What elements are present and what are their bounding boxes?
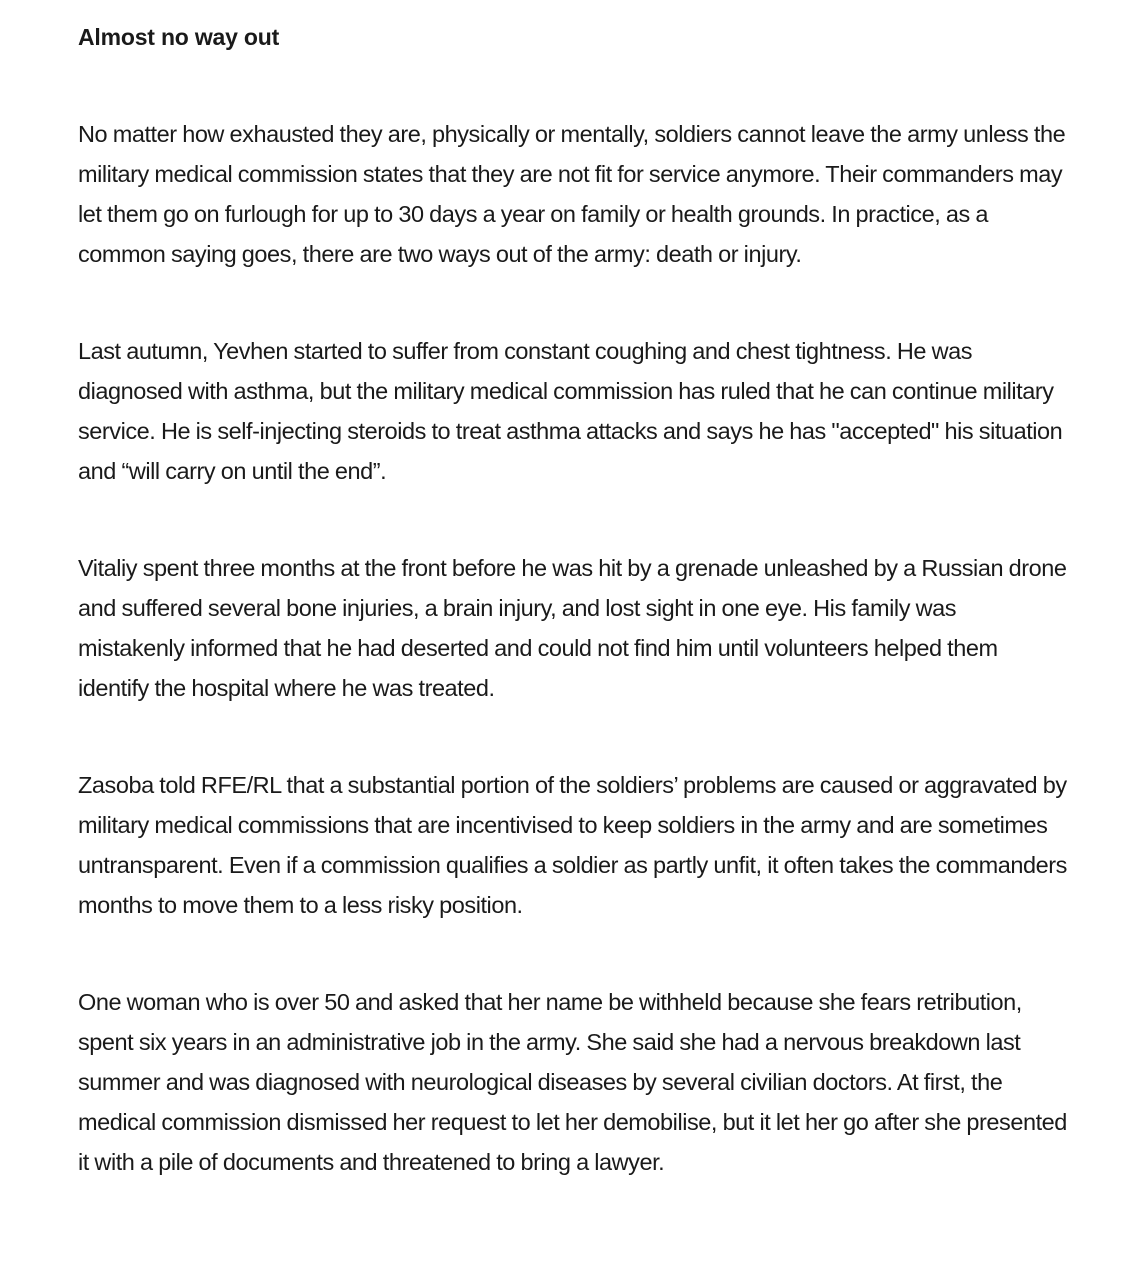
paragraph-zasoba: Zasoba told RFE/RL that a substantial portion of the soldiers’ problems are caused or aggravated by military medical commissions that are incentivised to keep soldiers in the army and are sometimes untransparent. Even if a commission qualifies a soldier as partly unfit, it often takes the commanders months to move them to a less risky position. xyxy=(78,772,1067,918)
paragraph-ways-out: No matter how exhausted they are, physically or mentally, soldiers cannot leave the army unless the military medical commission states that they are not fit for service anymore. Their commanders may let them go on furlough for up to 30 days a year on family or health grounds. In practice, as a common saying goes, there are two ways out of the army: death or injury. xyxy=(78,121,1066,267)
section-heading: Almost no way out xyxy=(78,24,280,50)
paragraph-yevhen: Last autumn, Yevhen started to suffer from constant coughing and chest tightness. He was diagnosed with asthma, but the military medical commission has ruled that he can continue military service. He is self-injecting steroids to treat asthma attacks and says he has "accepted" his situation and “will carry on until the end”. xyxy=(78,338,1063,484)
paragraph-woman: One woman who is over 50 and asked that her name be withheld because she fears retribution, spent six years in an administrative job in the army. She said she had a nervous breakdown last summer and was diagnosed with neurological diseases by several civilian doctors. At first, the medical commission dismissed her request to let her demobilise, but it let her go after she presented it with a pile of documents and threatened to bring a lawyer. xyxy=(78,989,1067,1175)
paragraph-vitaliy: Vitaliy spent three months at the front before he was hit by a grenade unleashed by a Russian drone and suffered several bone injuries, a brain injury, and lost sight in one eye. His family was mistakenly informed that he had deserted and could not find him until volunteers helped them identify the hospital where he was treated. xyxy=(78,555,1067,701)
article-body xyxy=(78,18,1068,1182)
